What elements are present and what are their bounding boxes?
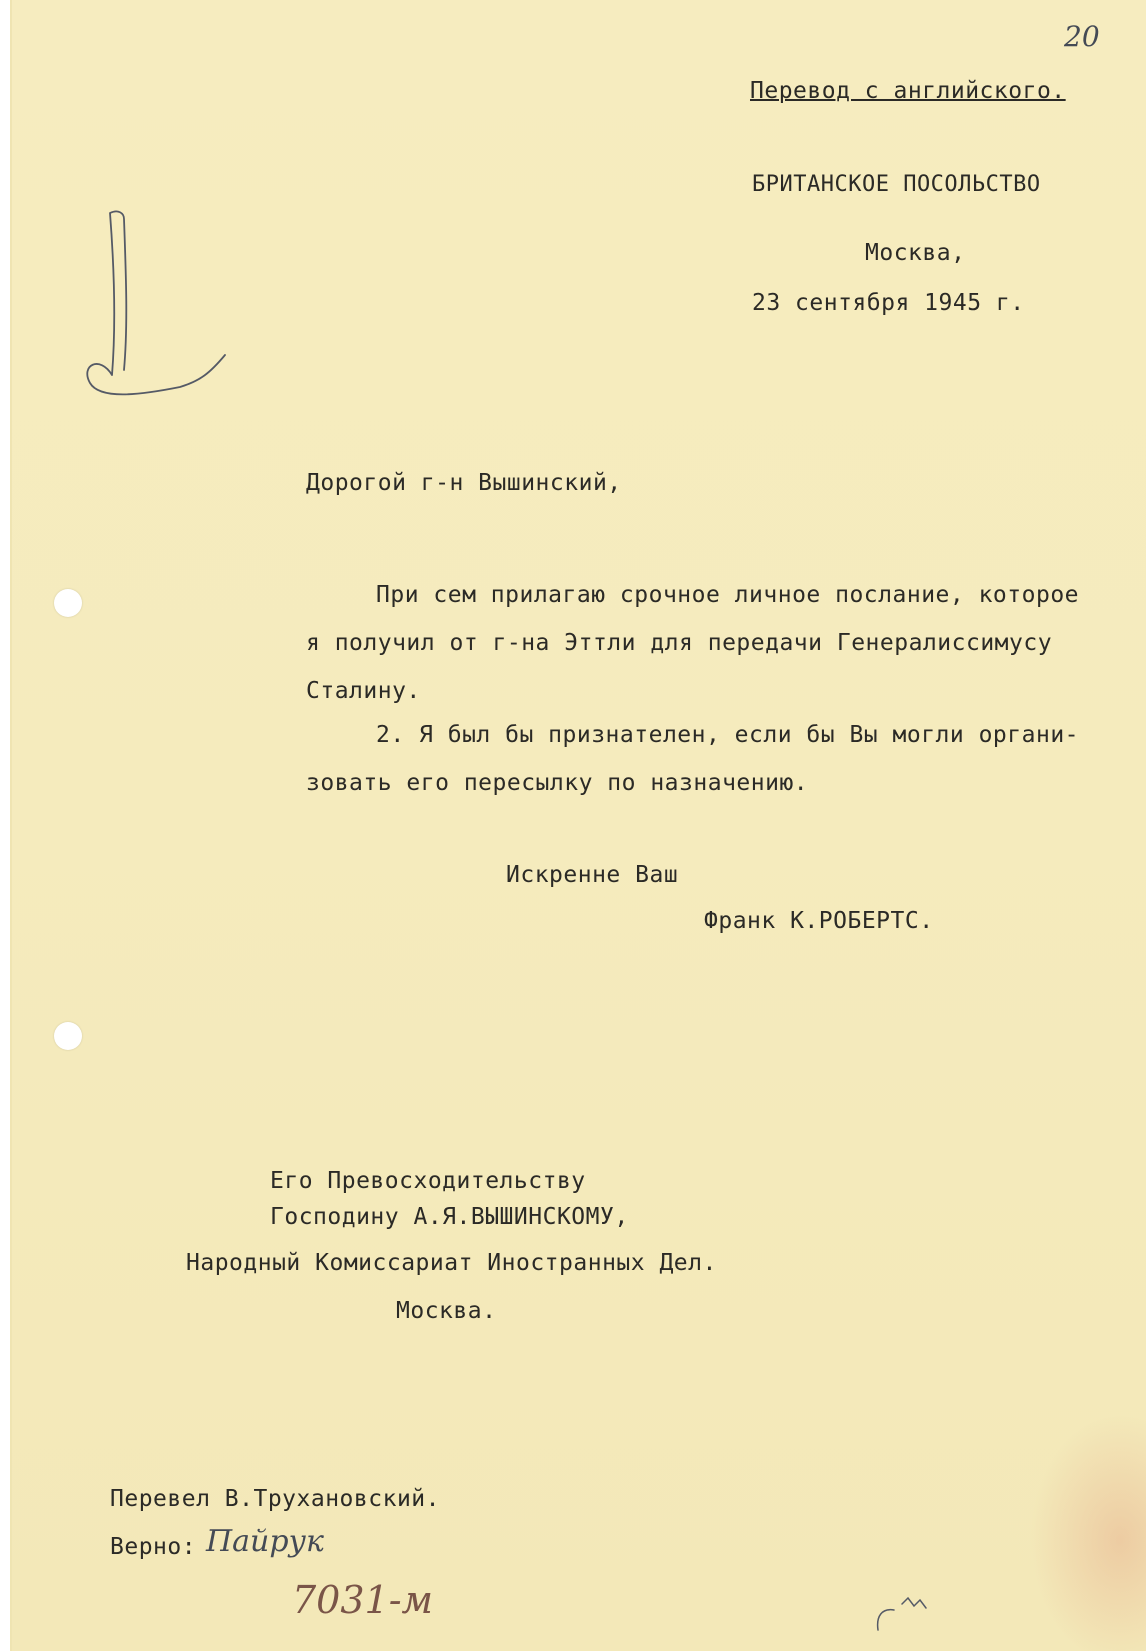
sender-signature: Франк К.РОБЕРТС.: [704, 908, 934, 934]
body-line-5: зовать его пересылку по назначению.: [306, 770, 809, 796]
archive-number: 7031-м: [292, 1578, 434, 1622]
margin-handwritten-mark: [80, 205, 240, 405]
body-line-3: Сталину.: [306, 678, 421, 704]
verified-label: Верно:: [110, 1534, 197, 1560]
body-line-4: 2. Я был бы признателен, если бы Вы могли органи-: [376, 722, 1080, 748]
verified-signature: Пайрук: [206, 1524, 324, 1559]
addressee-line-2: Господину А.Я.ВЫШИНСКОМУ,: [270, 1204, 629, 1230]
corner-ink-mark: [868, 1590, 948, 1640]
addressee-line-3: Народный Комиссариат Иностранных Дел.: [186, 1250, 717, 1276]
punch-hole-top: [54, 589, 82, 617]
body-line-2: я получил от г-на Эттли для передачи Генералиссимусу: [306, 630, 1053, 656]
sender-org: БРИТАНСКОЕ ПОСОЛЬСТВО: [752, 172, 1041, 197]
letter-date: 23 сентября 1945 г.: [752, 290, 1025, 316]
body-line-1: При сем прилагаю срочное личное послание, которое: [376, 582, 1080, 608]
translator-line: Перевел В.Трухановский.: [110, 1486, 440, 1512]
punch-hole-bottom: [54, 1022, 82, 1050]
document-heading: Перевод с английского.: [750, 78, 1066, 104]
page-number: 20: [1064, 20, 1100, 53]
addressee-line-1: Его Превосходительству: [270, 1168, 586, 1194]
document-sheet: [10, 0, 1146, 1651]
closing: Искренне Ваш: [506, 862, 679, 888]
salutation: Дорогой г-н Вышинский,: [306, 470, 622, 496]
sender-city: Москва,: [865, 240, 966, 266]
addressee-line-4: Москва.: [396, 1298, 497, 1324]
